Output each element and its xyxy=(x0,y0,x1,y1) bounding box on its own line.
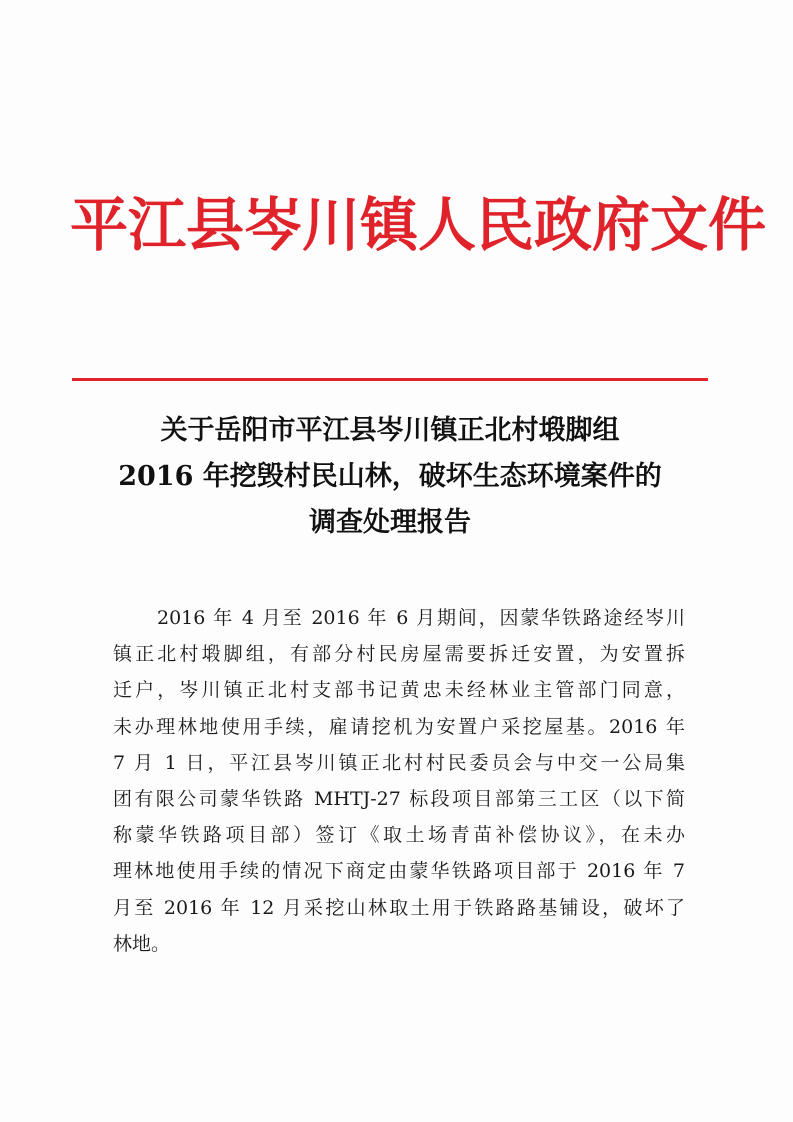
issuing-authority-header: 平江县岑川镇人民政府文件 xyxy=(70,191,767,259)
body-text-line: 迁户，岑川镇正北村支部书记黄忠未经林业主管部门同意， xyxy=(113,679,685,702)
document-title xyxy=(72,408,708,546)
body-text-line: 未办理林地使用手续，雇请挖机为安置户采挖屋基。2016 年 xyxy=(113,715,685,738)
body-text-line: 月至 2016 年 12 月采挖山林取土用于铁路路基铺设，破坏了 xyxy=(113,896,685,919)
document-title-line: 调查处理报告 xyxy=(309,507,471,538)
red-divider-line xyxy=(72,378,708,381)
document-body-paragraph xyxy=(113,600,685,962)
document-title-line: 2016 年挖毁村民山林，破坏生态环境案件的 xyxy=(118,461,662,492)
body-text-line: 理林地使用手续的情况下商定由蒙华铁路项目部于 2016 年 7 xyxy=(113,860,685,883)
document-title-line: 关于岳阳市平江县岑川镇正北村塅脚组 xyxy=(160,415,620,446)
body-text-line: 称蒙华铁路项目部）签订《取土场青苗补偿协议》，在未办 xyxy=(113,824,685,847)
body-text-line: 镇正北村塅脚组，有部分村民房屋需要拆迁安置，为安置拆 xyxy=(113,643,685,666)
body-text-line: 7 月 1 日，平江县岑川镇正北村村民委员会与中交一公局集 xyxy=(113,751,685,774)
body-text-line: 2016 年 4 月至 2016 年 6 月期间，因蒙华铁路途经岑川 xyxy=(157,607,685,629)
body-text-line: 林地。 xyxy=(113,932,171,955)
body-text-line: 团有限公司蒙华铁路 MHTJ-27 标段项目部第三工区（以下简 xyxy=(113,788,685,811)
